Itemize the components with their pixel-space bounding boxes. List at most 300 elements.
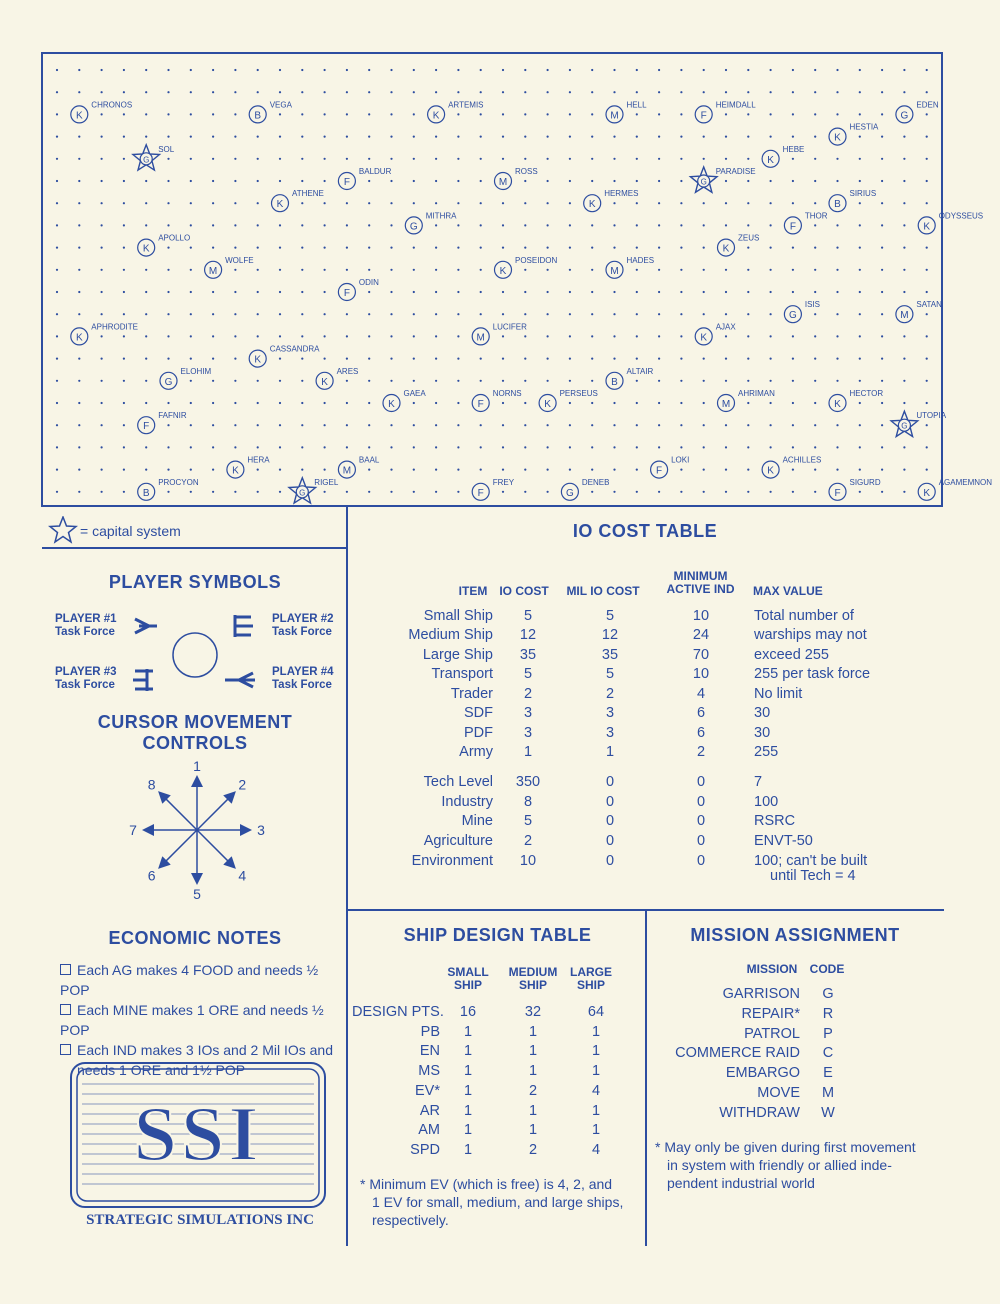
grid-dot bbox=[658, 69, 660, 71]
mission-code-cell: R bbox=[822, 1005, 834, 1022]
grid-dot bbox=[368, 247, 370, 249]
grid-dot bbox=[390, 358, 392, 360]
grid-dot bbox=[703, 202, 705, 204]
grid-dot bbox=[524, 446, 526, 448]
ship-attr-label: AR bbox=[419, 1102, 440, 1119]
grid-dot bbox=[301, 224, 303, 226]
system-name: FAFNIR bbox=[158, 411, 187, 421]
checkbox-icon bbox=[60, 1044, 71, 1055]
grid-dot bbox=[78, 180, 80, 182]
grid-dot bbox=[145, 380, 147, 382]
grid-dot bbox=[457, 158, 459, 160]
ship-attr-label: SPD bbox=[410, 1141, 440, 1158]
grid-dot bbox=[324, 113, 326, 115]
grid-dot bbox=[613, 224, 615, 226]
star-system bbox=[606, 256, 654, 279]
grid-dot bbox=[547, 224, 549, 226]
system-type-code: K bbox=[321, 376, 328, 388]
grid-dot bbox=[613, 313, 615, 315]
grid-dot bbox=[636, 402, 638, 404]
grid-dot bbox=[658, 402, 660, 404]
grid-dot bbox=[881, 380, 883, 382]
system-type-code: B bbox=[142, 487, 150, 499]
grid-dot bbox=[368, 380, 370, 382]
grid-dot bbox=[301, 402, 303, 404]
max-value-cell: 30 bbox=[754, 705, 771, 721]
grid-dot bbox=[167, 469, 169, 471]
grid-dot bbox=[792, 113, 794, 115]
grid-dot bbox=[725, 424, 727, 426]
grid-dot bbox=[145, 358, 147, 360]
grid-dot bbox=[390, 180, 392, 182]
grid-dot bbox=[703, 446, 705, 448]
min-active-ind-cell: 0 bbox=[696, 853, 706, 869]
system-name: BAAL bbox=[358, 455, 380, 465]
grid-dot bbox=[167, 180, 169, 182]
grid-dot bbox=[123, 113, 125, 115]
grid-dot bbox=[279, 358, 281, 360]
grid-dot bbox=[881, 313, 883, 315]
mission-table bbox=[647, 960, 944, 1240]
grid-dot bbox=[368, 446, 370, 448]
system-type-code: K bbox=[588, 199, 596, 211]
grid-dot bbox=[190, 180, 192, 182]
player3-symbol-icon bbox=[133, 669, 153, 691]
grid-dot bbox=[346, 358, 348, 360]
system-name: FREY bbox=[492, 477, 515, 487]
grid-dot bbox=[770, 380, 772, 382]
system-name: WOLFE bbox=[225, 255, 254, 265]
grid-dot bbox=[613, 446, 615, 448]
star-system bbox=[289, 478, 339, 503]
small-ship-cell: 1 bbox=[463, 1102, 473, 1119]
min-active-ind-cell: 10 bbox=[692, 608, 710, 624]
grid-dot bbox=[569, 402, 571, 404]
grid-dot bbox=[747, 158, 749, 160]
star-system bbox=[383, 389, 426, 412]
system-name: HERMES bbox=[604, 189, 639, 199]
grid-dot bbox=[56, 402, 58, 404]
grid-dot bbox=[56, 269, 58, 271]
grid-dot bbox=[368, 469, 370, 471]
mission-name-cell: REPAIR* bbox=[741, 1005, 800, 1022]
grid-dot bbox=[167, 224, 169, 226]
grid-dot bbox=[926, 69, 928, 71]
grid-dot bbox=[859, 202, 861, 204]
grid-dot bbox=[279, 136, 281, 138]
grid-dot bbox=[413, 180, 415, 182]
grid-dot bbox=[101, 313, 103, 315]
grid-dot bbox=[101, 402, 103, 404]
grid-dot bbox=[279, 113, 281, 115]
grid-dot bbox=[658, 446, 660, 448]
system-type-code: F bbox=[700, 110, 707, 122]
grid-dot bbox=[234, 380, 236, 382]
system-type-code: B bbox=[254, 110, 262, 122]
grid-dot bbox=[413, 113, 415, 115]
system-type-code: F bbox=[477, 487, 484, 499]
grid-dot bbox=[457, 358, 459, 360]
grid-dot bbox=[547, 202, 549, 204]
player-symbols-graphic bbox=[125, 605, 265, 705]
grid-dot bbox=[346, 113, 348, 115]
grid-dot bbox=[212, 313, 214, 315]
col-header-code: CODE bbox=[809, 962, 845, 976]
grid-dot bbox=[881, 469, 883, 471]
grid-dot bbox=[279, 291, 281, 293]
grid-dot bbox=[457, 202, 459, 204]
mil-io-cost-cell: 0 bbox=[605, 774, 615, 790]
grid-dot bbox=[234, 247, 236, 249]
star-system bbox=[338, 167, 391, 190]
grid-dot bbox=[101, 380, 103, 382]
grid-dot bbox=[190, 91, 192, 93]
system-name: CHRONOS bbox=[91, 100, 133, 110]
grid-dot bbox=[636, 91, 638, 93]
grid-dot bbox=[680, 380, 682, 382]
max-value-cell: exceed 255 bbox=[754, 647, 829, 663]
system-name: MITHRA bbox=[425, 211, 457, 221]
grid-dot bbox=[145, 446, 147, 448]
grid-dot bbox=[167, 491, 169, 493]
io-item-cell: Trader bbox=[450, 686, 493, 702]
grid-dot bbox=[457, 446, 459, 448]
ship-attr-label: DESIGN PTS. bbox=[352, 1004, 444, 1020]
svg-text:SSI: SSI bbox=[133, 1090, 263, 1177]
grid-dot bbox=[480, 202, 482, 204]
grid-dot bbox=[814, 269, 816, 271]
grid-dot bbox=[569, 469, 571, 471]
grid-dot bbox=[435, 446, 437, 448]
grid-dot bbox=[167, 113, 169, 115]
grid-dot bbox=[480, 358, 482, 360]
grid-dot bbox=[613, 136, 615, 138]
ship-attr-label: AM bbox=[418, 1122, 440, 1139]
grid-dot bbox=[591, 91, 593, 93]
grid-dot bbox=[324, 424, 326, 426]
grid-dot bbox=[725, 446, 727, 448]
grid-dot bbox=[145, 291, 147, 293]
grid-dot bbox=[257, 91, 259, 93]
grid-dot bbox=[101, 91, 103, 93]
cursor-direction-compass bbox=[125, 758, 270, 903]
mil-io-cost-cell: 0 bbox=[605, 794, 615, 810]
system-type-code: M bbox=[610, 265, 619, 277]
star-system bbox=[472, 478, 515, 501]
grid-dot bbox=[390, 113, 392, 115]
grid-dot bbox=[658, 247, 660, 249]
mission-name-cell: GARRISON bbox=[722, 986, 800, 1002]
grid-dot bbox=[78, 224, 80, 226]
grid-dot bbox=[502, 202, 504, 204]
star-system bbox=[606, 100, 647, 123]
large-ship-cell: 64 bbox=[587, 1004, 605, 1020]
grid-dot bbox=[747, 269, 749, 271]
grid-dot bbox=[636, 358, 638, 360]
system-name: ARES bbox=[336, 366, 359, 376]
grid-dot bbox=[591, 358, 593, 360]
grid-dot bbox=[390, 424, 392, 426]
grid-dot bbox=[457, 224, 459, 226]
grid-dot bbox=[747, 69, 749, 71]
star-system bbox=[896, 300, 942, 323]
grid-dot bbox=[569, 136, 571, 138]
min-active-ind-cell: 4 bbox=[696, 686, 706, 702]
star-system bbox=[606, 367, 654, 390]
grid-dot bbox=[101, 224, 103, 226]
system-type-code: F bbox=[789, 221, 796, 233]
grid-dot bbox=[435, 69, 437, 71]
grid-dot bbox=[926, 335, 928, 337]
grid-dot bbox=[56, 180, 58, 182]
grid-dot bbox=[212, 136, 214, 138]
grid-dot bbox=[926, 202, 928, 204]
grid-dot bbox=[836, 180, 838, 182]
grid-dot bbox=[725, 291, 727, 293]
system-type-code: G bbox=[700, 177, 707, 187]
grid-dot bbox=[457, 269, 459, 271]
system-name: UTOPIA bbox=[916, 411, 947, 421]
grid-dot bbox=[56, 247, 58, 249]
grid-dot bbox=[324, 136, 326, 138]
grid-dot bbox=[591, 491, 593, 493]
grid-dot bbox=[881, 136, 883, 138]
grid-dot bbox=[569, 313, 571, 315]
grid-dot bbox=[725, 335, 727, 337]
grid-dot bbox=[413, 446, 415, 448]
grid-dot bbox=[123, 491, 125, 493]
grid-dot bbox=[658, 136, 660, 138]
grid-dot bbox=[346, 380, 348, 382]
grid-dot bbox=[123, 335, 125, 337]
grid-dot bbox=[636, 269, 638, 271]
system-name: HEIMDALL bbox=[715, 100, 756, 110]
grid-dot bbox=[814, 446, 816, 448]
grid-dot bbox=[591, 291, 593, 293]
grid-dot bbox=[658, 224, 660, 226]
star-system bbox=[428, 100, 484, 123]
grid-dot bbox=[435, 180, 437, 182]
grid-dot bbox=[591, 402, 593, 404]
grid-dot bbox=[926, 158, 928, 160]
system-type-code: F bbox=[343, 177, 350, 188]
grid-dot bbox=[435, 247, 437, 249]
grid-dot bbox=[591, 380, 593, 382]
grid-dot bbox=[457, 402, 459, 404]
grid-dot bbox=[257, 247, 259, 249]
star-system bbox=[918, 478, 992, 501]
star-system bbox=[718, 234, 760, 257]
min-active-ind-cell: 6 bbox=[696, 725, 706, 741]
grid-dot bbox=[881, 291, 883, 293]
min-active-ind-cell: 0 bbox=[696, 833, 706, 849]
grid-dot bbox=[56, 491, 58, 493]
grid-dot bbox=[301, 91, 303, 93]
grid-dot bbox=[212, 424, 214, 426]
grid-dot bbox=[480, 247, 482, 249]
grid-dot bbox=[78, 269, 80, 271]
ship-attr-label: PB bbox=[420, 1023, 440, 1040]
grid-dot bbox=[301, 69, 303, 71]
grid-dot bbox=[368, 113, 370, 115]
grid-dot bbox=[926, 269, 928, 271]
grid-dot bbox=[658, 269, 660, 271]
grid-dot bbox=[680, 291, 682, 293]
grid-dot bbox=[167, 402, 169, 404]
grid-dot bbox=[457, 491, 459, 493]
grid-dot bbox=[101, 269, 103, 271]
min-active-ind-cell: 2 bbox=[696, 744, 706, 760]
grid-dot bbox=[435, 158, 437, 160]
max-value-cell: 30 bbox=[754, 725, 771, 741]
grid-dot bbox=[212, 113, 214, 115]
grid-dot bbox=[636, 291, 638, 293]
min-active-ind-cell: 10 bbox=[692, 666, 710, 682]
grid-dot bbox=[257, 380, 259, 382]
grid-dot bbox=[212, 446, 214, 448]
grid-dot bbox=[926, 136, 928, 138]
player2-symbol-icon bbox=[235, 615, 253, 637]
grid-dot bbox=[257, 202, 259, 204]
grid-dot bbox=[792, 136, 794, 138]
grid-dot bbox=[569, 113, 571, 115]
grid-dot bbox=[324, 446, 326, 448]
grid-dot bbox=[524, 224, 526, 226]
grid-dot bbox=[78, 291, 80, 293]
large-ship-cell: 4 bbox=[591, 1082, 601, 1099]
star-system bbox=[138, 234, 191, 257]
grid-dot bbox=[78, 402, 80, 404]
grid-dot bbox=[457, 180, 459, 182]
grid-dot bbox=[836, 69, 838, 71]
grid-dot bbox=[636, 247, 638, 249]
grid-dot bbox=[390, 335, 392, 337]
medium-ship-cell: 1 bbox=[528, 1122, 538, 1139]
grid-dot bbox=[167, 247, 169, 249]
grid-dot bbox=[301, 202, 303, 204]
system-type-code: F bbox=[343, 288, 350, 299]
star-system bbox=[762, 145, 804, 168]
grid-dot bbox=[234, 269, 236, 271]
grid-dot bbox=[368, 313, 370, 315]
grid-dot bbox=[234, 202, 236, 204]
system-type-code: F bbox=[477, 399, 484, 410]
grid-dot bbox=[78, 136, 80, 138]
grid-dot bbox=[78, 380, 80, 382]
system-name: VEGA bbox=[269, 100, 292, 110]
grid-dot bbox=[725, 491, 727, 493]
grid-dot bbox=[591, 269, 593, 271]
grid-dot bbox=[346, 247, 348, 249]
grid-dot bbox=[770, 446, 772, 448]
medium-ship-cell: 2 bbox=[528, 1082, 538, 1099]
grid-dot bbox=[725, 180, 727, 182]
grid-dot bbox=[390, 380, 392, 382]
grid-dot bbox=[680, 491, 682, 493]
grid-dot bbox=[903, 469, 905, 471]
io-item-cell: Tech Level bbox=[423, 774, 493, 790]
grid-dot bbox=[346, 402, 348, 404]
direction-label: 4 bbox=[238, 867, 247, 884]
io-cost-cell: 10 bbox=[519, 853, 537, 869]
small-ship-cell: 1 bbox=[463, 1043, 473, 1060]
grid-dot bbox=[435, 335, 437, 337]
grid-dot bbox=[680, 224, 682, 226]
grid-dot bbox=[145, 91, 147, 93]
grid-dot bbox=[78, 202, 80, 204]
grid-dot bbox=[324, 202, 326, 204]
system-type-code: K bbox=[544, 399, 551, 410]
grid-dot bbox=[167, 358, 169, 360]
max-value-cell: No limit bbox=[754, 686, 803, 702]
col-header-min: MINIMUM ACTIVE IND bbox=[666, 569, 735, 596]
grid-dot bbox=[257, 335, 259, 337]
system-type-code: G bbox=[900, 110, 909, 122]
system-name: ROSS bbox=[515, 167, 538, 176]
mission-code-cell: M bbox=[821, 1085, 835, 1101]
grid-dot bbox=[903, 380, 905, 382]
small-ship-cell: 1 bbox=[463, 1023, 473, 1040]
grid-dot bbox=[859, 491, 861, 493]
grid-dot bbox=[613, 469, 615, 471]
system-type-code: G bbox=[901, 421, 908, 431]
grid-dot bbox=[368, 202, 370, 204]
grid-dot bbox=[770, 136, 772, 138]
grid-dot bbox=[234, 91, 236, 93]
grid-dot bbox=[792, 424, 794, 426]
mission-code-cell: W bbox=[821, 1104, 835, 1121]
grid-dot bbox=[703, 269, 705, 271]
mil-io-cost-cell: 0 bbox=[605, 813, 615, 829]
grid-dot bbox=[145, 224, 147, 226]
grid-dot bbox=[613, 180, 615, 182]
grid-dot bbox=[368, 269, 370, 271]
grid-dot bbox=[301, 469, 303, 471]
small-ship-cell: 1 bbox=[463, 1122, 473, 1139]
grid-dot bbox=[480, 224, 482, 226]
grid-dot bbox=[591, 113, 593, 115]
mil-io-cost-cell: 2 bbox=[605, 686, 615, 702]
grid-dot bbox=[524, 202, 526, 204]
grid-dot bbox=[569, 446, 571, 448]
grid-dot bbox=[703, 247, 705, 249]
system-name: AHRIMAN bbox=[738, 389, 775, 398]
grid-dot bbox=[569, 202, 571, 204]
system-name: HADES bbox=[626, 255, 655, 265]
grid-dot bbox=[279, 224, 281, 226]
grid-dot bbox=[524, 69, 526, 71]
grid-dot bbox=[770, 313, 772, 315]
min-active-ind-cell: 24 bbox=[692, 627, 710, 643]
system-type-code: K bbox=[834, 132, 841, 144]
grid-dot bbox=[613, 247, 615, 249]
grid-dot bbox=[145, 180, 147, 182]
grid-dot bbox=[390, 291, 392, 293]
grid-dot bbox=[680, 113, 682, 115]
min-active-ind-cell: 0 bbox=[696, 794, 706, 810]
grid-dot bbox=[836, 446, 838, 448]
mil-io-cost-cell: 5 bbox=[605, 608, 615, 624]
grid-dot bbox=[792, 69, 794, 71]
grid-dot bbox=[703, 358, 705, 360]
grid-dot bbox=[792, 158, 794, 160]
grid-dot bbox=[859, 158, 861, 160]
grid-dot bbox=[301, 269, 303, 271]
grid-dot bbox=[859, 91, 861, 93]
grid-dot bbox=[569, 424, 571, 426]
grid-dot bbox=[881, 202, 883, 204]
system-type-code: G bbox=[409, 221, 418, 233]
